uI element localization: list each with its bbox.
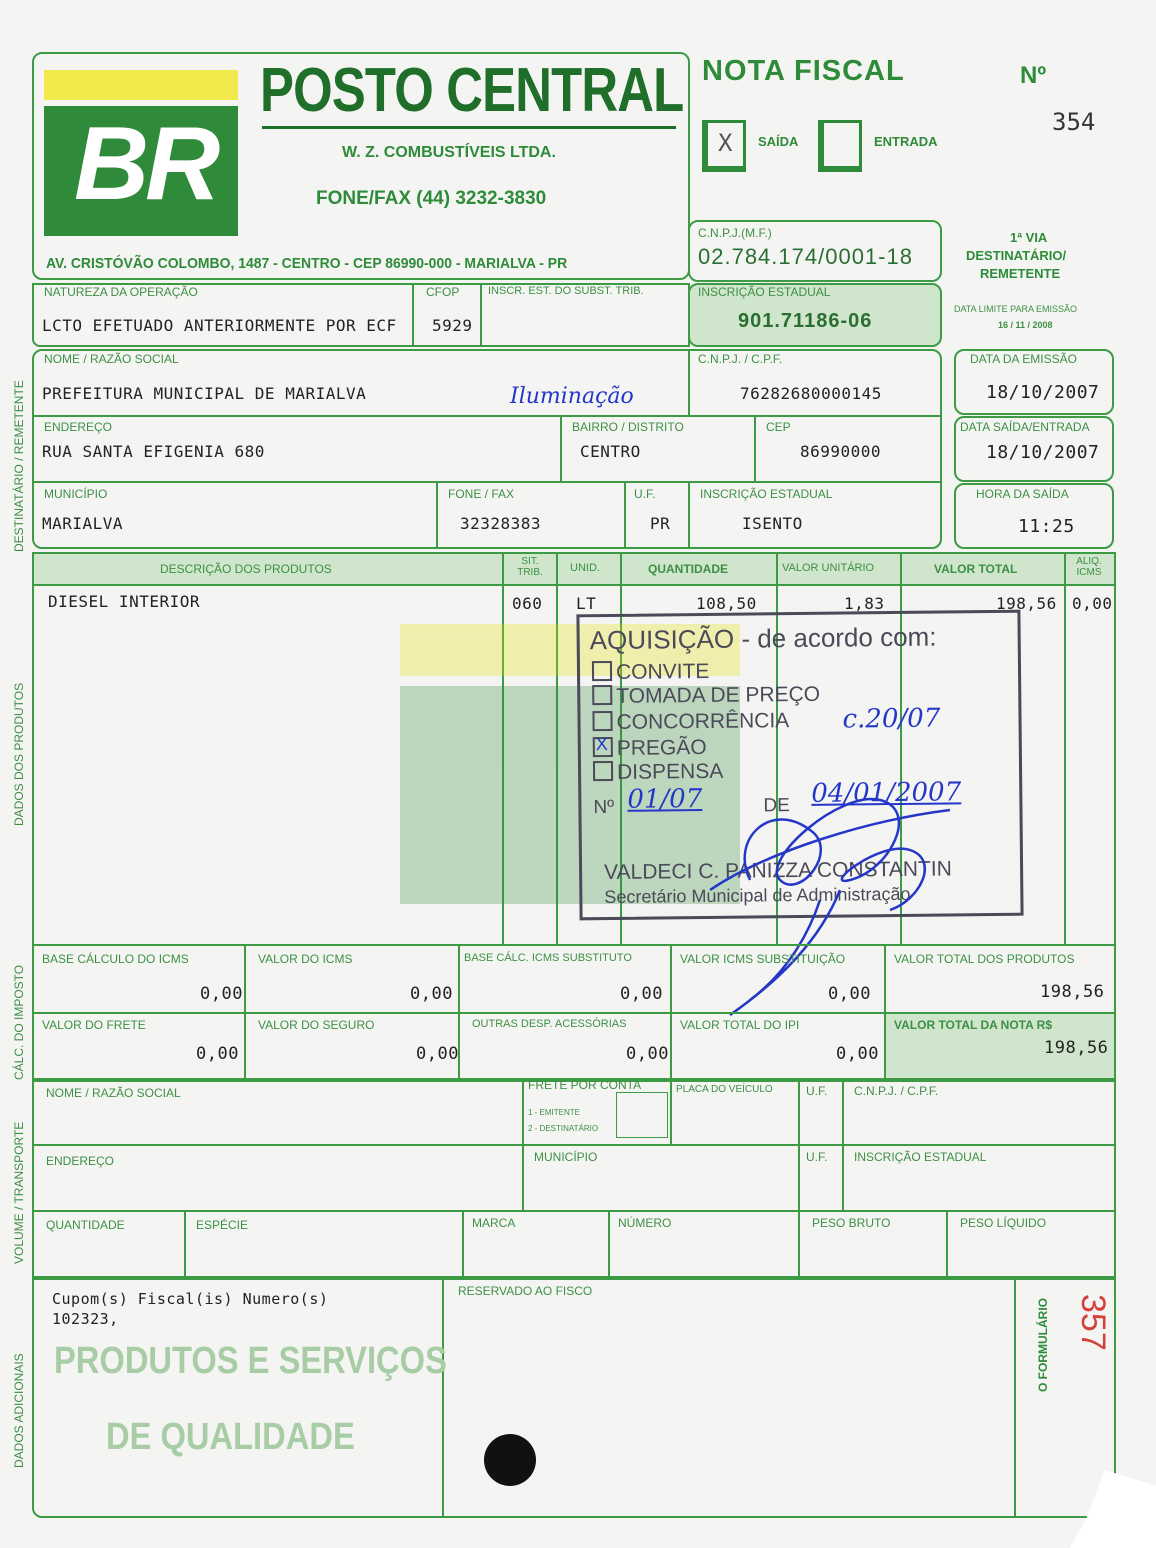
transp-vline-4: [842, 1080, 844, 1210]
transp-hline-1: [32, 1144, 1116, 1146]
dest-uf: PR: [650, 514, 671, 533]
side-label-produtos: DADOS DOS PRODUTOS: [12, 682, 26, 826]
entrada-checkbox[interactable]: [818, 120, 862, 172]
col-total-header: VALOR TOTAL: [934, 562, 1018, 576]
icms-subst: 0,00: [828, 984, 871, 1004]
dest-ie: ISENTO: [742, 514, 803, 533]
stamp-option-tomada-label: TOMADA DE PREÇO: [616, 682, 821, 708]
side-label-adicionais: DADOS ADICIONAIS: [12, 1353, 26, 1468]
peso-bruto-label: PESO BRUTO: [812, 1216, 891, 1230]
stamp-option-concorrencia-label: CONCORRÊNCIA: [616, 709, 790, 734]
dest-nome: PREFEITURA MUNICIPAL DE MARIALVA: [42, 384, 367, 403]
dest-handwritten-note: Iluminação: [510, 384, 634, 409]
outras-label: OUTRAS DESP. ACESSÓRIAS: [472, 1018, 627, 1030]
peso-liquido-label: PESO LÍQUIDO: [960, 1216, 1047, 1230]
dest-hline-2: [32, 481, 942, 483]
nota-number-label: Nº: [1020, 62, 1047, 89]
stamp-num: 01/07: [627, 784, 703, 815]
saida-label: SAÍDA: [758, 134, 799, 149]
transp-vline-1: [522, 1080, 524, 1210]
base-subst-label: BASE CÁLC. ICMS SUBSTITUTO: [464, 952, 632, 964]
dest-cep-label: CEP: [766, 420, 791, 434]
side-label-destinatario: DESTINATÁRIO / REMETENTE: [12, 380, 26, 552]
stamp-signer: VALDECI C. PANIZZA CONSTANTIN: [603, 857, 952, 885]
stamp-option-convite: [592, 660, 710, 685]
placa-label: PLACA DO VEÍCULO: [676, 1084, 773, 1095]
dest-cnpj: 76282680000145: [740, 384, 882, 403]
slogan-line1: PRODUTOS E SERVIÇOS: [54, 1340, 447, 1382]
company-name: POSTO CENTRAL: [260, 56, 684, 125]
col-aliq-header: ALIQ. ICMS: [1076, 556, 1102, 578]
dest-fone: 32328383: [460, 514, 542, 533]
produtos-header-line: [32, 584, 1116, 586]
emitente-ie: 901.71186-06: [738, 310, 873, 332]
data-emissao-label: DATA DA EMISSÃO: [970, 352, 1077, 366]
imposto-vline-4: [884, 944, 886, 1080]
valor-icms: 0,00: [410, 984, 453, 1004]
transp-vline-9: [946, 1210, 948, 1278]
side-label-imposto: CÁLC. DO IMPOSTO: [12, 964, 26, 1080]
dest-nome-label: NOME / RAZÃO SOCIAL: [44, 352, 179, 366]
dest-fone-label: FONE / FAX: [448, 487, 515, 501]
dest-vline-5: [624, 481, 626, 549]
transp-endereco-label: ENDEREÇO: [46, 1154, 115, 1168]
dest-bairro-label: BAIRRO / DISTRITO: [572, 420, 684, 434]
especie-label: ESPÉCIE: [196, 1218, 249, 1232]
br-logo: [44, 70, 238, 236]
frete-conta-box[interactable]: [616, 1092, 668, 1138]
via-line3: REMETENTE: [980, 266, 1061, 281]
side-label-transporte: VOLUME / TRANSPORTE: [12, 1121, 26, 1264]
frete-opt1: 1 - EMITENTE: [528, 1108, 581, 1117]
total-nota-label: VALOR TOTAL DA NOTA R$: [894, 1018, 1052, 1032]
natureza-label: NATUREZA DA OPERAÇÃO: [44, 285, 198, 299]
ie-subst-label: INSCR. EST. DO SUBST. TRIB.: [488, 285, 644, 297]
br-logo-text: BR: [74, 106, 217, 222]
transp-vline-2: [670, 1080, 672, 1144]
adicionais-section: [32, 1278, 1116, 1518]
transp-ie-label: INSCRIÇÃO ESTADUAL: [854, 1150, 987, 1164]
col-sit-header: SIT. TRIB.: [517, 556, 543, 578]
emitente-cnpj: 02.784.174/0001-18: [698, 244, 913, 269]
produto-sit: 060: [512, 594, 543, 613]
via-line2: DESTINATÁRIO/: [966, 248, 1067, 263]
icms-subst-label: VALOR ICMS SUBSTITUIÇÃO: [680, 952, 846, 966]
col-descricao-header: DESCRIÇÃO DOS PRODUTOS: [160, 562, 332, 576]
dest-endereco: RUA SANTA EFIGENIA 680: [42, 442, 265, 461]
controle-number: 357: [1074, 1294, 1112, 1351]
transp-cnpj-label: C.N.P.J. / C.P.F.: [854, 1084, 939, 1098]
limite-date: 16 / 11 / 2008: [998, 320, 1053, 330]
cupom-line2: 102323,: [52, 1310, 119, 1328]
dest-vline-4: [436, 481, 438, 549]
quantidade-label: QUANTIDADE: [46, 1218, 125, 1232]
produto-unid: LT: [576, 594, 597, 613]
ipi-label: VALOR TOTAL DO IPI: [680, 1018, 800, 1032]
transp-hline-2: [32, 1210, 1116, 1212]
operacao-divider-1: [412, 283, 414, 347]
stamp-num-label: Nº: [593, 796, 615, 819]
transp-vline-7: [608, 1210, 610, 1278]
dest-vline-6: [688, 481, 690, 549]
dest-cnpj-label: C.N.P.J. / C.P.F.: [698, 352, 783, 366]
base-icms-label: BASE CÁLCULO DO ICMS: [42, 952, 189, 966]
valor-icms-label: VALOR DO ICMS: [258, 952, 353, 966]
col-quantidade-header: QUANTIDADE: [648, 562, 728, 576]
dest-vline-2: [560, 415, 562, 481]
hora-saida: 11:25: [1018, 516, 1075, 537]
company-legal-name: W. Z. COMBUSTÍVEIS LTDA.: [342, 144, 556, 161]
cupom-line1: Cupom(s) Fiscal(is) Numero(s): [52, 1290, 329, 1308]
dest-vline-3: [754, 415, 756, 481]
transp-vline-8: [798, 1210, 800, 1278]
cfop-label: CFOP: [426, 285, 460, 299]
dest-uf-label: U.F.: [634, 487, 656, 501]
via-line1: 1ª VIA: [1010, 230, 1048, 245]
punch-hole: [484, 1434, 536, 1486]
dest-hline-1: [32, 415, 942, 417]
stamp-concorrencia-note: c.20/07: [842, 703, 941, 735]
dest-vline-1: [688, 349, 690, 415]
produto-unitario: 1,83: [844, 594, 885, 613]
dest-ie-label: INSCRIÇÃO ESTADUAL: [700, 487, 833, 501]
imposto-vline-3: [670, 944, 672, 1080]
adicionais-vline-2: [1014, 1278, 1016, 1518]
transp-vline-3: [798, 1080, 800, 1210]
reservado-label: RESERVADO AO FISCO: [458, 1284, 593, 1298]
outras: 0,00: [626, 1044, 669, 1064]
transp-municipio-label: MUNICÍPIO: [534, 1150, 598, 1164]
emitente-ie-label: INSCRIÇÃO ESTADUAL: [698, 285, 831, 299]
data-saida: 18/10/2007: [986, 442, 1100, 463]
ipi: 0,00: [836, 1044, 879, 1064]
stamp-option-dispensa-label: DISPENSA: [616, 759, 724, 784]
stamp-pregao-mark: X: [595, 734, 608, 755]
numero-label: NÚMERO: [618, 1216, 672, 1230]
base-subst: 0,00: [620, 984, 663, 1004]
dest-municipio: MARIALVA: [42, 514, 124, 533]
transp-uf2-label: U.F.: [806, 1150, 828, 1164]
produto-descricao: DIESEL INTERIOR: [48, 592, 200, 611]
entrada-label: ENTRADA: [874, 134, 938, 149]
nota-number: 354: [1052, 108, 1096, 136]
company-name-underline: [262, 126, 676, 129]
stamp-signer-role: Secretário Municipal de Administração: [604, 883, 911, 908]
produto-aliq: 0,00: [1072, 594, 1113, 613]
marca-label: MARCA: [472, 1216, 516, 1230]
imposto-hline: [32, 1012, 1116, 1014]
produto-total: 198,56: [996, 594, 1057, 613]
total-prod: 198,56: [1040, 982, 1105, 1002]
data-emissao: 18/10/2007: [986, 382, 1100, 403]
imposto-vline-1: [244, 944, 246, 1080]
transp-nome-label: NOME / RAZÃO SOCIAL: [46, 1086, 181, 1100]
adicionais-vline-1: [442, 1278, 444, 1518]
total-prod-label: VALOR TOTAL DOS PRODUTOS: [894, 952, 1075, 966]
total-nota: 198,56: [1044, 1038, 1109, 1058]
col-unid-header: UNID.: [570, 562, 600, 574]
stamp-option-tomada: [592, 683, 820, 709]
nota-title: NOTA FISCAL: [702, 55, 905, 87]
frete-opt2: 2 - DESTINATÁRIO: [528, 1124, 599, 1133]
frete: 0,00: [196, 1044, 239, 1064]
hora-saida-label: HORA DA SAÍDA: [976, 487, 1069, 501]
data-saida-label: DATA SAÍDA/ENTRADA: [960, 420, 1090, 434]
base-icms: 0,00: [200, 984, 243, 1004]
emitente-cnpj-label: C.N.P.J.(M.F.): [698, 226, 772, 240]
operacao-divider-2: [480, 283, 482, 347]
limite-label: DATA LIMITE PARA EMISSÃO: [954, 304, 1078, 314]
prod-col-6: [1064, 552, 1066, 946]
stamp-date: 04/01/2007: [811, 777, 962, 809]
transp-uf-label: U.F.: [806, 1084, 828, 1098]
frete-conta-label: FRETE POR CONTA: [528, 1078, 642, 1092]
dest-endereco-label: ENDEREÇO: [44, 420, 113, 434]
transp-vline-6: [462, 1210, 464, 1278]
col-unitario-header: VALOR UNITÁRIO: [782, 562, 875, 574]
frete-label: VALOR DO FRETE: [42, 1018, 146, 1032]
transp-vline-5: [184, 1210, 186, 1278]
company-address: AV. CRISTÓVÃO COLOMBO, 1487 - CENTRO - CEP 86990-000 - MARIALVA - PR: [46, 255, 568, 272]
seguro: 0,00: [416, 1044, 459, 1064]
dest-bairro: CENTRO: [580, 442, 641, 461]
stamp-title: AQUISIÇÃO - de acordo com:: [589, 621, 937, 656]
saida-checkbox[interactable]: [702, 120, 746, 172]
dest-municipio-label: MUNICÍPIO: [44, 487, 108, 501]
slogan-line2: DE QUALIDADE: [106, 1416, 355, 1458]
saida-mark: X: [718, 129, 733, 157]
controle-label: O FORMULÁRIO: [1036, 1298, 1050, 1392]
company-phone: FONE/FAX (44) 3232-3830: [316, 188, 547, 209]
stamp-de-label: DE: [763, 795, 790, 817]
produto-quantidade: 108,50: [696, 594, 757, 613]
dest-cep: 86990000: [800, 442, 882, 461]
natureza-value: LCTO EFETUADO ANTERIORMENTE POR ECF: [42, 316, 397, 335]
cfop-value: 5929: [432, 316, 473, 335]
stamp-option-convite-label: CONVITE: [615, 659, 710, 684]
seguro-label: VALOR DO SEGURO: [258, 1018, 375, 1032]
stamp-option-pregao-label: PREGÃO: [616, 735, 707, 760]
